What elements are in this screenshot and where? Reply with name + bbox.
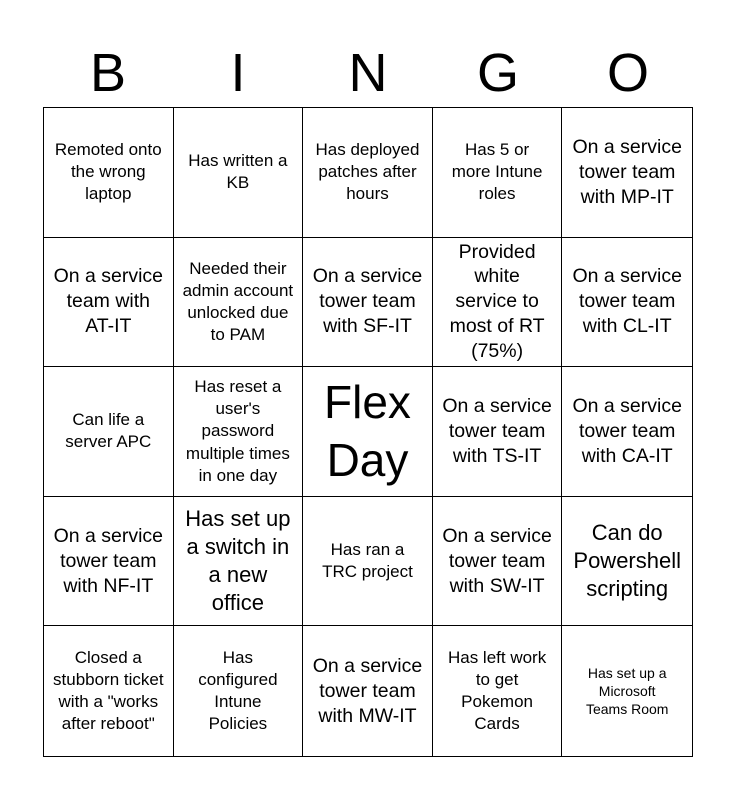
bingo-cell-text: Has set up a switch in a new office: [185, 505, 291, 616]
bingo-cell-r5c1[interactable]: [44, 626, 174, 756]
header-letter-i: I: [230, 43, 246, 103]
bingo-cell-text: On a service tower team with CA-IT: [572, 395, 682, 467]
bingo-cell-text: Remoted onto the wrong laptop: [54, 140, 162, 204]
bingo-cell-text: Has left work to get Pokemon Cards: [447, 648, 547, 734]
bingo-cell-text: Has set up a Microsoft Teams Room: [585, 664, 669, 718]
bingo-cell-r2c1[interactable]: [44, 238, 174, 368]
bingo-cell-r2c5[interactable]: [562, 238, 692, 368]
bingo-cell-text: Has deployed patches after hours: [315, 140, 420, 204]
free-space-text: Flex Day: [324, 375, 411, 487]
bingo-cell-text: On a service tower team with SF-IT: [312, 265, 423, 338]
bingo-cell-r1c5[interactable]: [562, 108, 692, 238]
bingo-cell-r1c3[interactable]: [303, 108, 433, 238]
bingo-cell-r3c1[interactable]: [44, 367, 174, 497]
bingo-cell-r1c4[interactable]: [433, 108, 563, 238]
bingo-cell-text: Has reset a user's password multiple times in one day: [185, 377, 290, 485]
bingo-cell-r4c2[interactable]: [174, 497, 304, 627]
bingo-free-space[interactable]: [303, 367, 433, 497]
bingo-cell-text: Has written a KB: [188, 151, 288, 193]
bingo-cell-text: On a service tower team with MW-IT: [312, 654, 423, 727]
bingo-cell-text: Can do Powershell scripting: [573, 519, 681, 602]
bingo-cell-text: On a service tower team with MP-IT: [572, 135, 682, 208]
bingo-cell-text: Provided white service to most of RT (75%): [449, 240, 545, 363]
bingo-cell-r5c2[interactable]: [174, 626, 304, 756]
bingo-cell-text: On a service tower team with CL-IT: [572, 265, 682, 338]
bingo-cell-text: Closed a stubborn ticket with a "works after reboot": [53, 648, 164, 734]
bingo-board: [43, 107, 693, 757]
header-letter-n: N: [348, 43, 388, 103]
header-letter-o: O: [606, 43, 649, 103]
bingo-cell-r5c4[interactable]: [433, 626, 563, 756]
bingo-cell-r1c2[interactable]: [174, 108, 304, 238]
bingo-cell-text: Can life a server APC: [65, 410, 152, 452]
bingo-cell-r4c4[interactable]: [433, 497, 563, 627]
bingo-cell-text: Has ran a TRC project: [322, 540, 413, 582]
bingo-cell-text: On a service team with AT-IT: [53, 265, 164, 338]
bingo-cell-r4c1[interactable]: [44, 497, 174, 627]
bingo-cell-text: On a service tower team with SW-IT: [442, 524, 552, 597]
bingo-cell-r3c5[interactable]: [562, 367, 692, 497]
bingo-cell-text: On a service tower team with NF-IT: [53, 524, 164, 597]
bingo-cell-text: On a service tower team with TS-IT: [442, 395, 552, 467]
bingo-cell-r3c2[interactable]: [174, 367, 304, 497]
bingo-cell-text: Has 5 or more Intune roles: [451, 140, 543, 204]
bingo-cell-r2c4[interactable]: [433, 238, 563, 368]
bingo-cell-r5c5[interactable]: [562, 626, 692, 756]
bingo-cell-r4c5[interactable]: [562, 497, 692, 627]
bingo-cell-text: Needed their admin account unlocked due to PAM: [182, 258, 294, 344]
bingo-cell-r2c3[interactable]: [303, 238, 433, 368]
bingo-cell-r1c1[interactable]: [44, 108, 174, 238]
bingo-cell-r5c3[interactable]: [303, 626, 433, 756]
bingo-cell-r4c3[interactable]: [303, 497, 433, 627]
bingo-cell-r2c2[interactable]: [174, 238, 304, 368]
bingo-header: [43, 40, 693, 106]
bingo-cell-text: Has configured Intune Policies: [198, 648, 278, 734]
header-letter-g: G: [476, 43, 519, 103]
bingo-cell-r3c4[interactable]: [433, 367, 563, 497]
header-letter-b: B: [89, 43, 127, 103]
